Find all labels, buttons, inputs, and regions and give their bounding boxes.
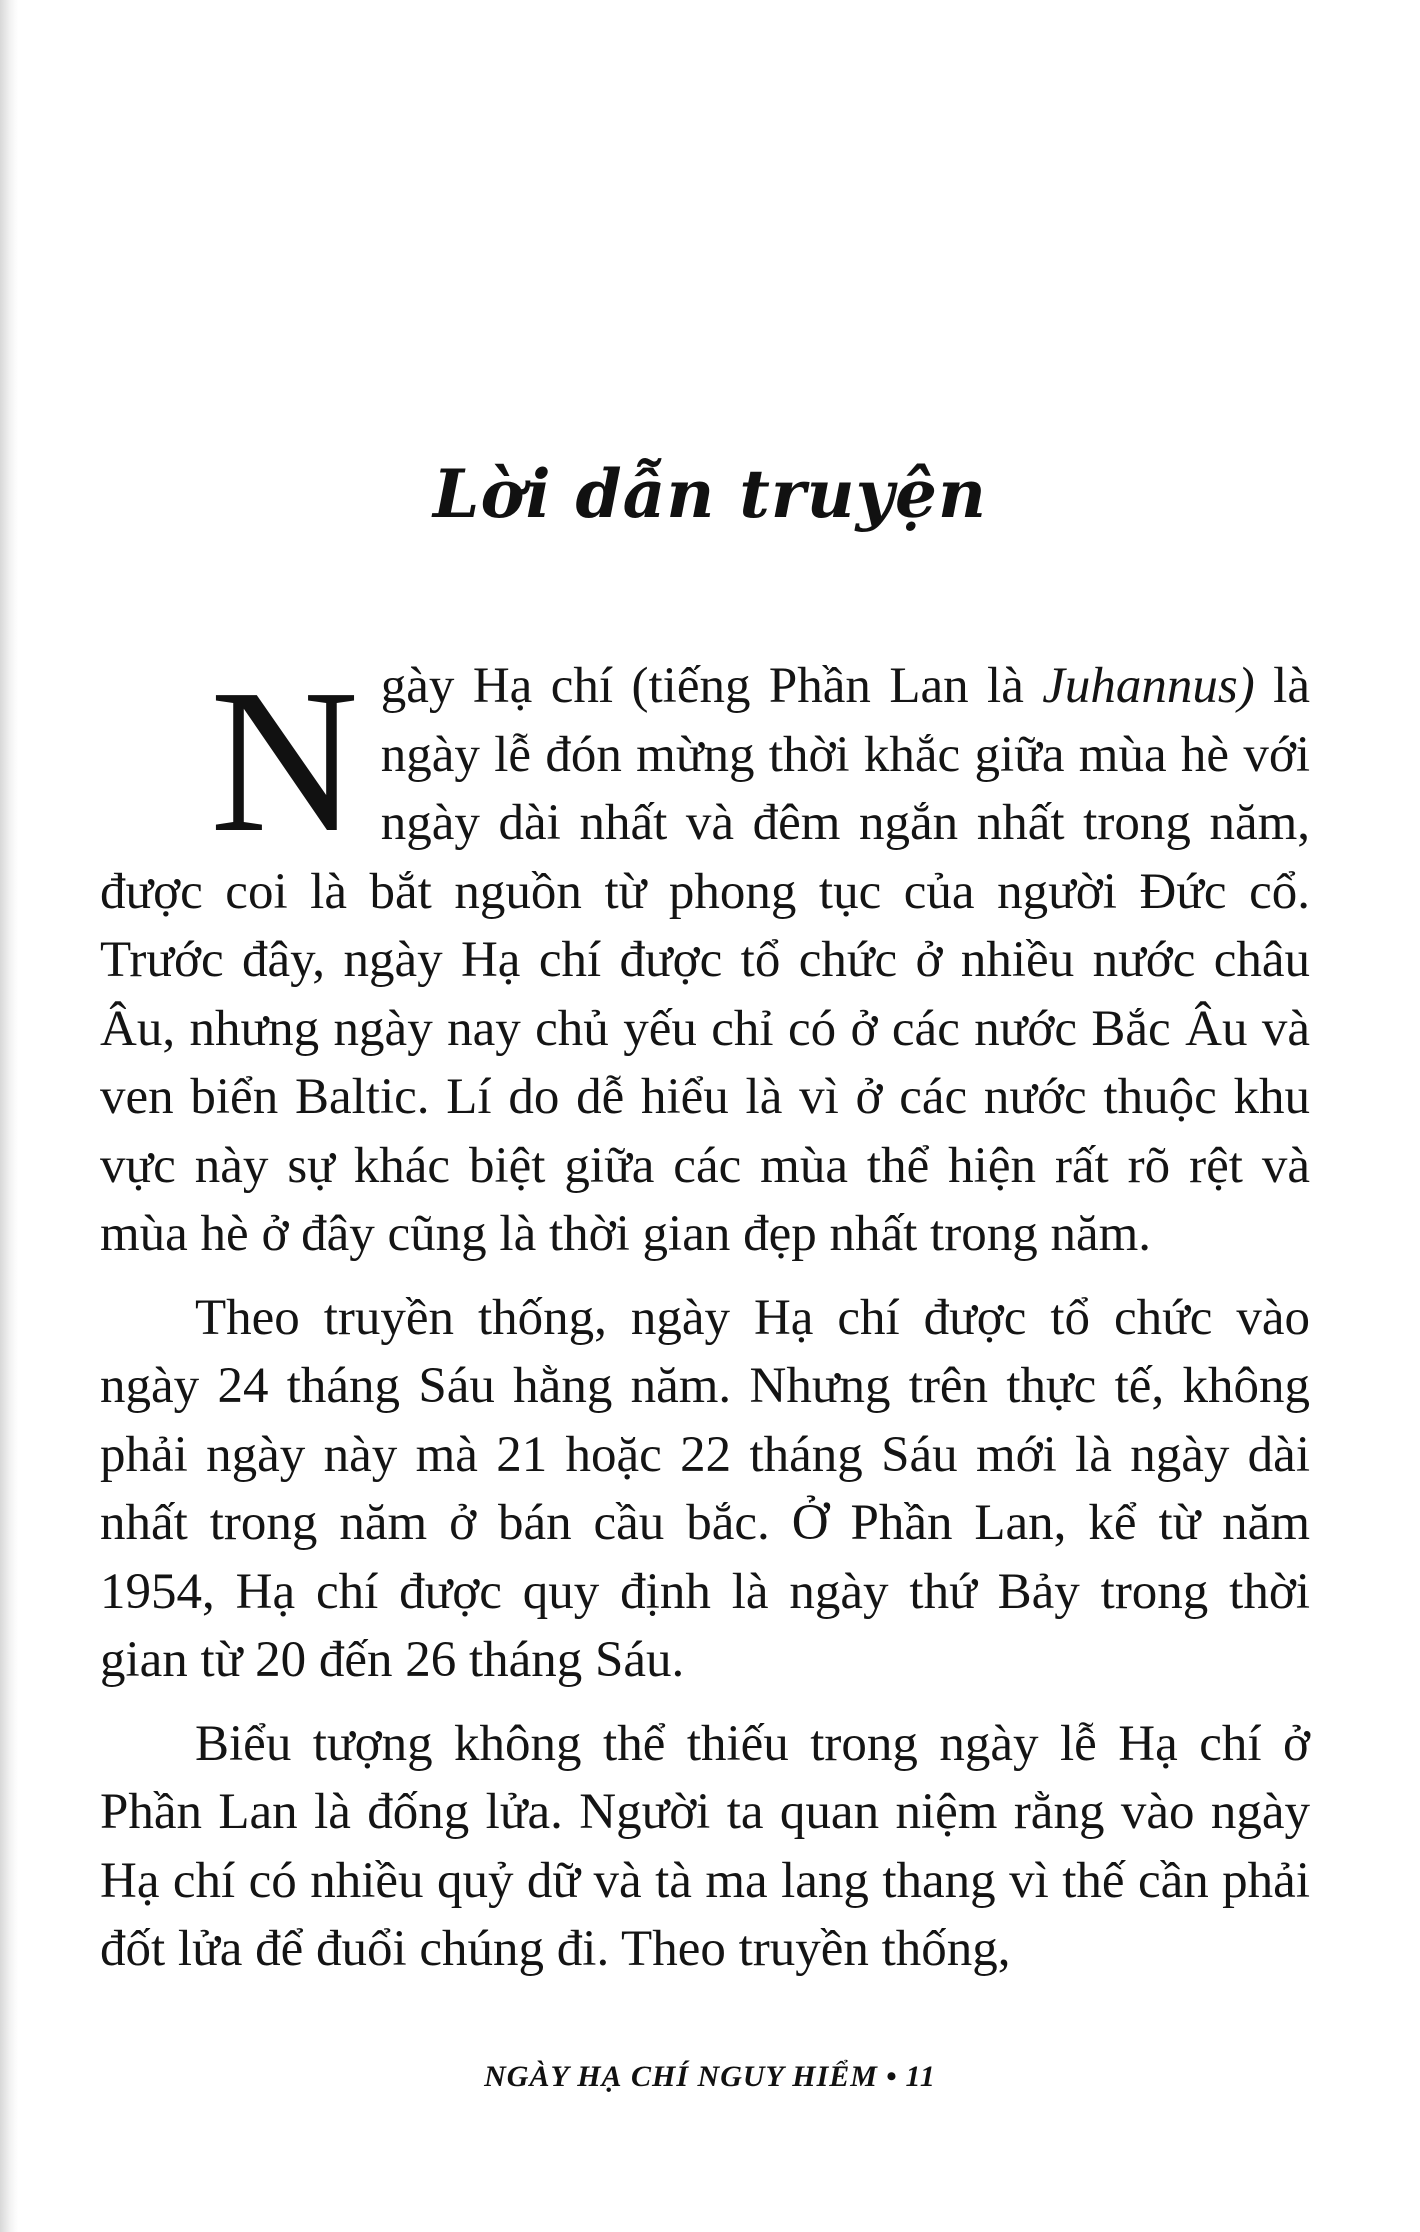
page-number: 11 [905, 2060, 936, 2093]
paragraph-1-emphasis: Juhannus) [1042, 658, 1255, 714]
running-footer [0, 2060, 1420, 2094]
body-text [100, 646, 1310, 1999]
paragraph-3: Biểu tượng không thể thiếu trong ngày lễ Hạ chí ở Phần Lan là đống lửa. Người ta quan niệm rằng vào ngày Hạ chí có nhiều quỷ dữ và tà ma lang thang vì thế cần phải đốt lửa để đuổi chúng đi. Theo truyền thống, [100, 1715, 1310, 1977]
footer-separator: • [885, 2060, 898, 2093]
paragraph-1 [100, 646, 1310, 1269]
drop-cap: N [210, 646, 359, 875]
paragraph-2: Theo truyền thống, ngày Hạ chí được tổ chức vào ngày 24 tháng Sáu hằng năm. Nhưng trên thực tế, không phải ngày này mà 21 hoặc 22 tháng Sáu mới là ngày dài nhất trong năm ở bán cầu bắc. Ở Phần Lan, kể từ năm 1954, Hạ chí được quy định là ngày thứ Bảy trong thời gian từ 20 đến 26 tháng Sáu. [100, 1289, 1310, 1688]
footer-book-title: NGÀY HẠ CHÍ NGUY HIỂM [484, 2060, 878, 2093]
page-edge [0, 0, 18, 2232]
paragraph-1-text: gày Hạ chí (tiếng Phần Lan là [380, 658, 1043, 714]
chapter-title: Lời dẫn truyện [433, 455, 987, 534]
paragraph-1-text-after: là ngày lễ đón mừng thời khắc giữa mùa hè với ngày dài nhất và đêm ngắn nhất trong năm, được coi là bắt nguồn từ phong tục của người Đức cổ. Trước đây, ngày Hạ chí được tổ chức ở nhiều nước châu Âu, nhưng ngày nay chủ yếu chỉ có ở các nước Bắc Âu và ven biển Baltic. Lí do dễ hiểu là vì ở các nước thuộc khu vực này sự khác biệt giữa các mùa thể hiện rất rõ rệt và mùa hè ở đây cũng là thời gian đẹp nhất trong năm. [100, 658, 1310, 1262]
